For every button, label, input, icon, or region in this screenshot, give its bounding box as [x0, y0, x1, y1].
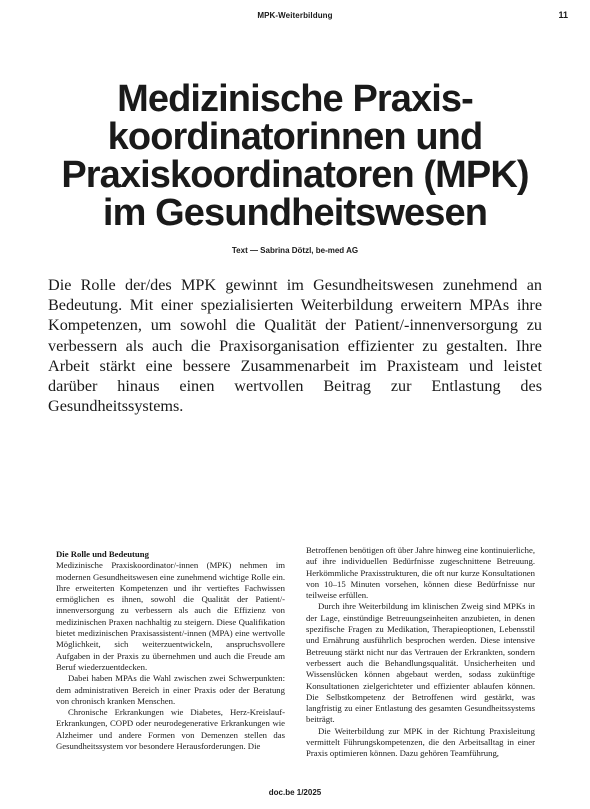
body-paragraph: Dabei haben MPAs die Wahl zwischen zwei Schwerpunkten: dem administrativen Bereich in einer Praxis oder der Beratung von chronisch kranken Menschen. [56, 673, 285, 706]
title-line: koordinatorinnen und [107, 116, 483, 158]
article-title [20, 80, 570, 232]
byline: Text — Sabrina Dötzl, be-med AG [231, 246, 359, 255]
footer-issue: doc.be 1/2025 [268, 788, 322, 797]
body-paragraph: Medizinische Praxiskoordinator/-innen (MPK) nehmen im modernen Gesundheitswesen eine zunehmend wichtige Rolle ein. Ihre erweiterten Kompetenzen und ihr vertieftes Fachwissen ermöglichen es ihnen, sowohl die Qualität der Patient/-innenversorgung zu verbessern als auch die Effizienz von medizinischen Praxen nachhaltig zu steigern. Diese Qualifikation bietet medizinischen Praxisassistent/-innen (MPA) eine wertvolle Möglichkeit, sich weiterzuentwickeln, anspruchsvollere Aufgaben in der Praxis zu übernehmen und auch die Freude am Beruf wiederzuentdecken. [56, 560, 285, 672]
title-line: Praxiskoordinatoren (MPK) [61, 154, 529, 196]
title-line: Medizinische Praxis- [117, 78, 473, 120]
title-line: im Gesundheitswesen [102, 192, 488, 234]
left-column [56, 549, 285, 752]
body-paragraph: Chronische Erkrankungen wie Diabetes, Herz-Kreislauf-Erkrankungen, COPD oder neurodegenerative Erkrankungen wie Alzheimer und andere Formen von Demenzen stellen das Gesundheitssystem vor besondere Herausforderungen. Die [56, 707, 285, 752]
section-subheading: Die Rolle und Bedeutung [56, 549, 149, 559]
body-paragraph: Durch ihre Weiterbildung im klinischen Zweig sind MPKs in der Lage, einstündige Betreuungseinheiten anzubieten, in denen spezifische Fragen zu Medikation, Therapieoptionen, Lebensstil und Ernährung ausführlich besprochen werden. Diese intensive Betreuung stärkt nicht nur das Vertrauen der Erkrankten, sondern verbessert auch die Behandlungsqualität. Unsicherheiten und Wissenslücken können abgebaut werden, sodass zukünftige Konsultationen zielgerichteter und effizienter ablaufen können. Die Selbstkompetenz der Betroffenen wird gestärkt, was langfristig zu einer Entlastung des gesamten Gesundheitssystems beiträgt. [306, 601, 535, 725]
page-number: 11 [558, 10, 568, 20]
lead-paragraph: Die Rolle der/des MPK gewinnt im Gesundheitswesen zunehmend an Bedeutung. Mit einer spezialisierten Weiterbildung erweitern MPAs ihre Kompetenzen, um sowohl die Qualität der Patient/-innenversorgung zu verbessern als auch die Praxisorganisation effizienter zu gestalten. Ihre Arbeit stärkt eine bessere Zusammenarbeit im Praxisteam und leistet darüber hinaus einen wertvollen Beitrag zur Entlastung des Gesundheitssystems. [48, 276, 542, 416]
right-column [306, 545, 535, 760]
section-header: MPK-Weiterbildung [257, 11, 333, 20]
body-paragraph: Betroffenen benötigen oft über Jahre hinweg eine kontinuierliche, auf ihre individuellen Bedürfnisse zugeschnittene Betreuung. Herkömmliche Praxisstrukturen, die oft nur kurze Konsultationen von 10–15 Minuten vorsehen, können diese Bedürfnisse nur teilweise erfüllen. [306, 545, 536, 601]
body-paragraph: Die Weiterbildung zur MPK in der Richtung Praxisleitung vermittelt Führungskompetenzen, die den Arbeitsalltag in einer Praxis optimieren können. Dazu gehören Teamführung, [306, 725, 535, 759]
